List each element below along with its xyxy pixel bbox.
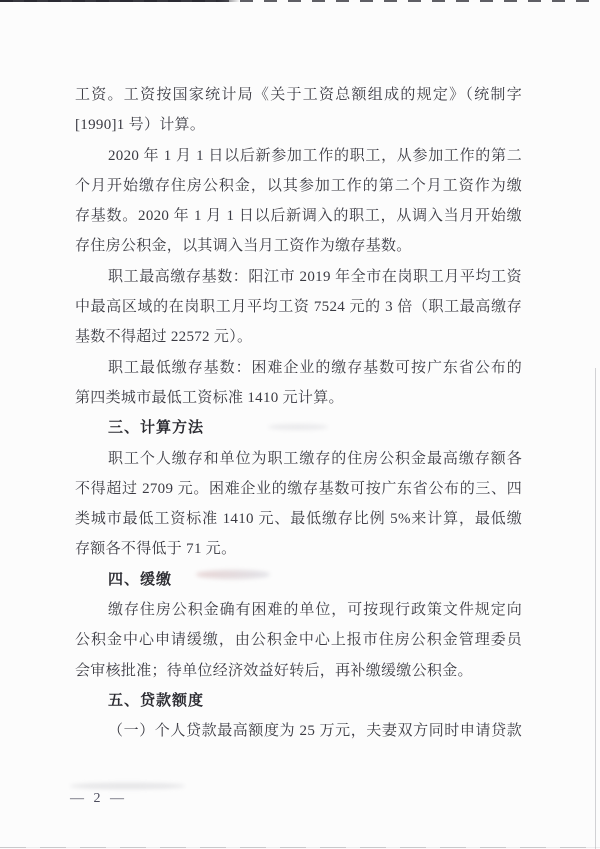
body-text-line: 会审核批准；待单位经济效益好转后，再补缴缓缴公积金。 bbox=[75, 662, 473, 679]
scan-smudge bbox=[268, 424, 328, 430]
body-text-line: 第四类城市最低工资标准 1410 元计算。 bbox=[75, 389, 344, 406]
body-text-line: 职工个人缴存和单位为职工缴存的住房公积金最高缴存额各 bbox=[108, 450, 522, 467]
body-text-line: （一）个人贷款最高额度为 25 万元，夫妻双方同时申请贷款 bbox=[108, 723, 522, 740]
body-text-line: 不得超过 2709 元。困难企业的缴存基数可按广东省公布的三、四 bbox=[75, 480, 522, 497]
body-text-line: 2020 年 1 月 1 日以后新参加工作的职工，从参加工作的第二 bbox=[108, 147, 522, 164]
page-number: — 2 — bbox=[70, 791, 127, 806]
scan-artifact-top-edge bbox=[0, 0, 600, 3]
body-text-line: 存额各不得低于 71 元。 bbox=[75, 541, 237, 558]
scan-artifact-bottom-edge bbox=[0, 847, 600, 848]
scan-artifact-right-edge bbox=[595, 368, 596, 849]
scan-smudge bbox=[196, 570, 270, 579]
section-heading: 三、计算方法 bbox=[108, 419, 205, 437]
scan-smudge bbox=[70, 783, 185, 789]
body-text-line: 存基数。2020 年 1 月 1 日以后新调入的职工，从调入当月开始缴 bbox=[75, 208, 522, 225]
body-text-line: 职工最高缴存基数：阳江市 2019 年全市在岗职工月平均工资 bbox=[108, 268, 522, 285]
body-text-line: 类城市最低工资标准 1410 元、最低缴存比例 5%来计算，最低缴 bbox=[75, 511, 522, 528]
body-text-line: 个月开始缴存住房公积金，以其参加工作的第二个月工资作为缴 bbox=[75, 177, 522, 194]
body-text-line: 中最高区域的在岗职工月平均工资 7524 元的 3 倍（职工最高缴存 bbox=[75, 299, 522, 316]
body-text-line: [1990]1 号）计算。 bbox=[75, 117, 206, 134]
section-heading: 四、缓缴 bbox=[108, 570, 173, 588]
body-text-line: 公积金中心申请缓缴，由公积金中心上报市住房公积金管理委员 bbox=[75, 632, 522, 649]
body-text-line: 存住房公积金，以其调入当月工资作为缴存基数。 bbox=[75, 238, 412, 255]
section-heading: 五、贷款额度 bbox=[108, 691, 205, 709]
body-text-line: 缴存住房公积金确有困难的单位，可按现行政策文件规定向 bbox=[108, 602, 522, 619]
body-text-line: 工资。工资按国家统计局《关于工资总额组成的规定》（统制字 bbox=[75, 87, 522, 103]
document-body bbox=[75, 80, 522, 747]
body-text-line: 基数不得超过 22572 元）。 bbox=[75, 329, 253, 346]
body-text-line: 职工最低缴存基数：困难企业的缴存基数可按广东省公布的 bbox=[108, 359, 522, 376]
